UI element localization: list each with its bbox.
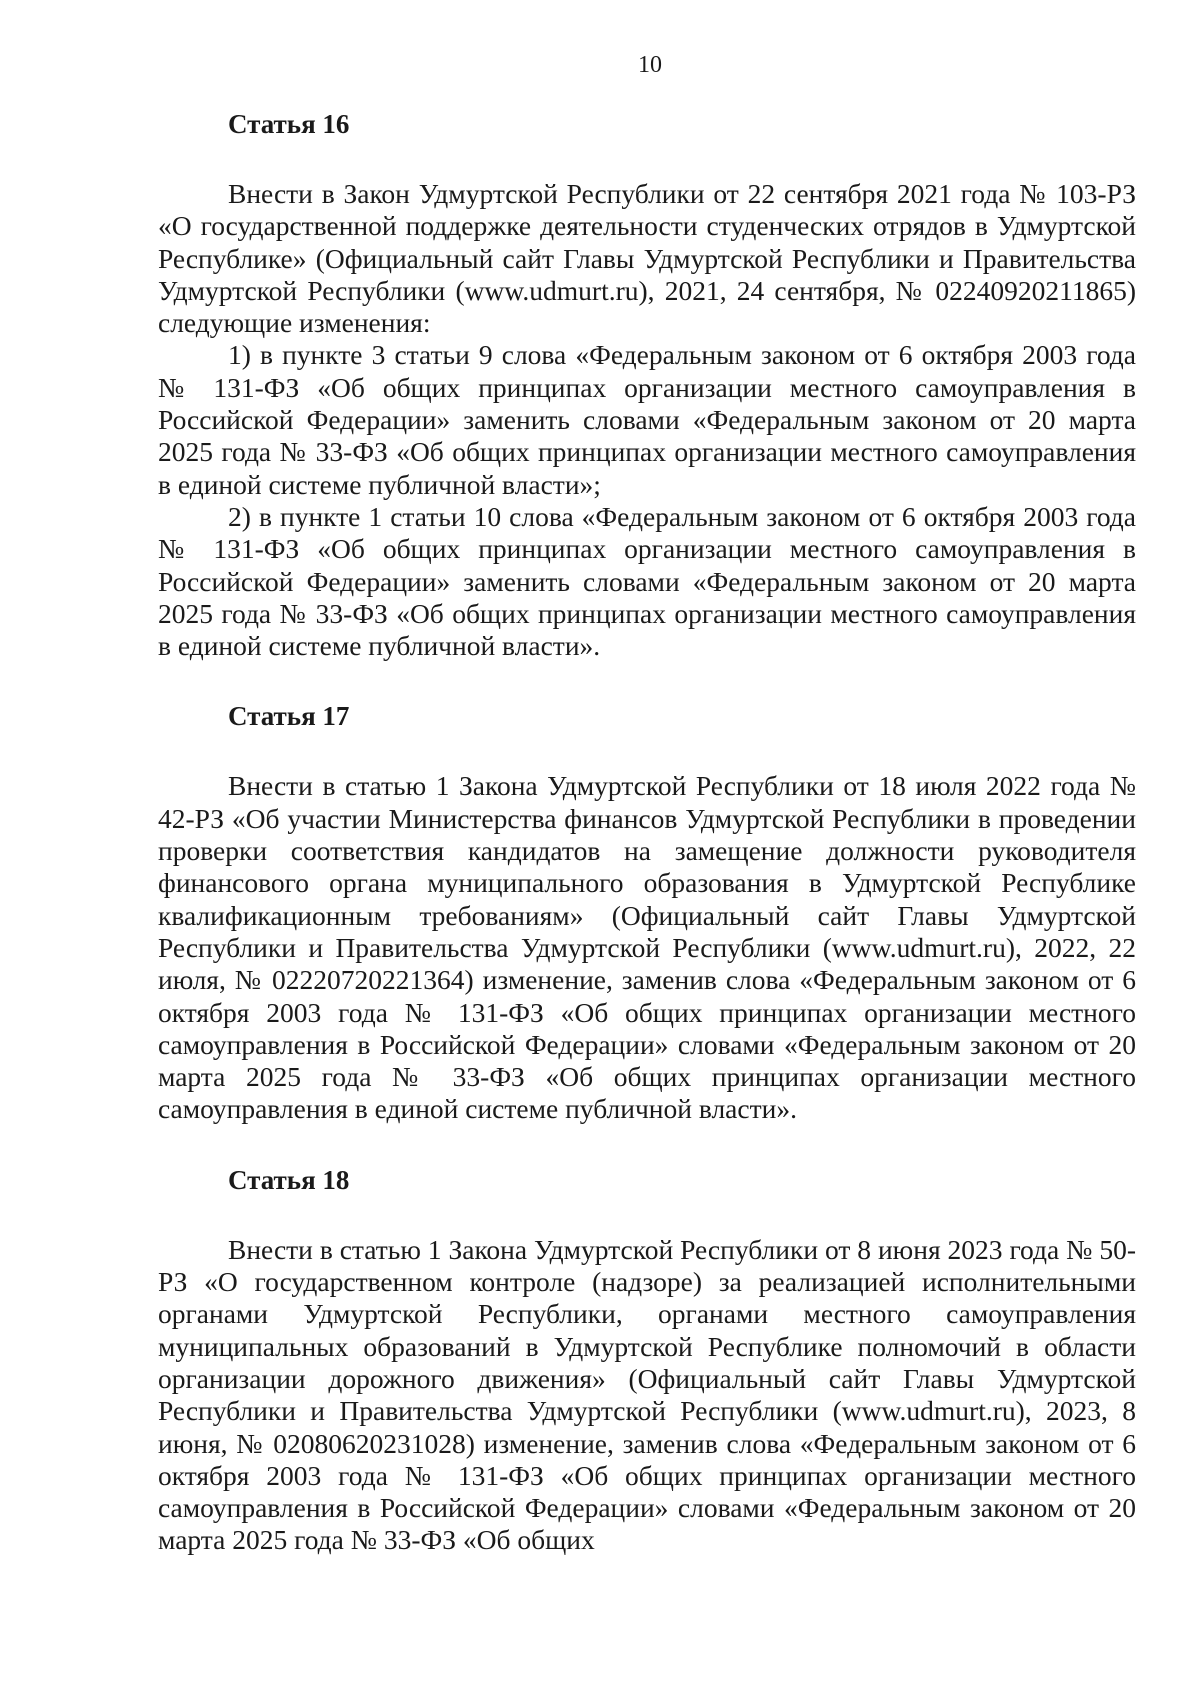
document-body	[158, 108, 1136, 1557]
article-17	[158, 700, 1136, 1125]
article-list-item: 2) в пункте 1 статьи 10 слова «Федеральным законом от 6 октября 2003 года № 131-ФЗ «Об общих принципах организации местного самоуправления в Российской Федерации» заменить словами «Федеральным законом от 20 марта 2025 года № 33-ФЗ «Об общих принципах организации местного самоуправления в единой системе публичной власти».	[158, 500, 1136, 662]
page-number: 10	[638, 52, 662, 78]
article-paragraph: Внести в статью 1 Закона Удмуртской Республики от 18 июля 2022 года № 42-РЗ «Об участии Министерства финансов Удмуртской Республики в проведении проверки соответствия кандидатов на замещение должности руководителя финансового органа муниципального образования в Удмуртской Республике квалификационным требованиям» (Официальный сайт Главы Удмуртской Республики и Правительства Удмуртской Республики (www.udmurt.ru), 2022, 22 июля, № 02220720221364) изменение, заменив слова «Федеральным законом от 6 октября 2003 года № 131-ФЗ «Об общих принципах организации местного самоуправления в Российской Федерации» словами «Федеральным законом от 20 марта 2025 года № 33-ФЗ «Об общих принципах организации местного самоуправления в единой системе публичной власти».	[158, 770, 1136, 1125]
article-16	[158, 108, 1136, 662]
article-heading: Статья 17	[228, 701, 350, 732]
article-paragraph: Внести в Закон Удмуртской Республики от 22 сентября 2021 года № 103-РЗ «О государственной поддержке деятельности студенческих отрядов в Удмуртской Республике» (Официальный сайт Главы Удмуртской Республики и Правительства Удмуртской Республики (www.udmurt.ru), 2021, 24 сентября, № 02240920211865) следующие изменения:	[158, 178, 1136, 339]
article-heading: Статья 16	[228, 109, 350, 139]
article-18	[158, 1164, 1136, 1557]
article-list-item: 1) в пункте 3 статьи 9 слова «Федеральным законом от 6 октября 2003 года № 131-ФЗ «Об общих принципах организации местного самоуправления в Российской Федерации» заменить словами «Федеральным законом от 20 марта 2025 года № 33-ФЗ «Об общих принципах организации местного самоуправления в единой системе публичной власти»;	[158, 339, 1136, 500]
article-heading: Статья 18	[228, 1164, 350, 1195]
article-paragraph: Внести в статью 1 Закона Удмуртской Республики от 8 июня 2023 года № 50-РЗ «О государственном контроле (надзоре) за реализацией исполнительными органами Удмуртской Республики, органами местного самоуправления муниципальных образований в Удмуртской Республике полномочий в области организации дорожного движения» (Официальный сайт Главы Удмуртской Республики и Правительства Удмуртской Республики (www.udmurt.ru), 2023, 8 июня, № 02080620231028) изменение, заменив слова «Федеральным законом от 6 октября 2003 года № 131-ФЗ «Об общих принципах организации местного самоуправления в Российской Федерации» словами «Федеральным законом от 20 марта 2025 года № 33-ФЗ «Об общих	[158, 1233, 1136, 1556]
